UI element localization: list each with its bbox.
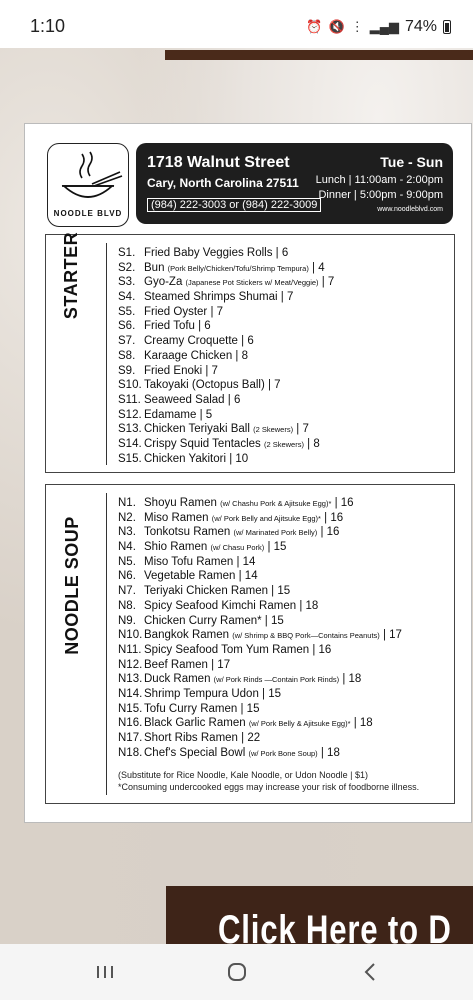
menu-item (118, 452, 334, 467)
starter-label-wrap (46, 231, 98, 319)
item-name: Creamy Croquette | 6 (144, 335, 254, 348)
section-divider (106, 243, 107, 465)
menu-item (118, 378, 334, 393)
item-name: Shoyu Ramen (144, 497, 221, 509)
item-price: | 16 (320, 511, 344, 524)
item-name: Chef's Special Bowl (144, 746, 249, 759)
menu-item (118, 261, 334, 276)
menu-item (118, 437, 334, 452)
menu-item (118, 658, 402, 673)
click-here-banner[interactable] (166, 886, 473, 944)
item-price: | 17 (379, 629, 402, 642)
menu-item (118, 496, 402, 511)
menu-item (118, 731, 402, 746)
item-name: Shio Ramen (144, 541, 211, 554)
item-note: (Japanese Pot Stickers w/ Meat/Veggie) (185, 278, 319, 288)
menu-item (118, 422, 334, 437)
item-code: S4. (118, 291, 136, 304)
egg-warning-note: *Consuming undercooked eggs may increase your risk of foodborne illness. (118, 782, 420, 792)
status-icons (306, 18, 451, 36)
top-brown-bar (165, 50, 473, 60)
item-name: Spicy Seafood Kimchi Ramen | 18 (144, 599, 319, 612)
item-code: N4. (118, 541, 136, 554)
item-price: | 18 (350, 717, 373, 730)
item-code: S7. (118, 335, 136, 348)
item-code: S11. (118, 393, 141, 406)
item-price: | 7 (293, 423, 309, 436)
item-name: Black Garlic Ramen (144, 717, 249, 730)
menu-item (118, 525, 402, 540)
website: www.noodleblvd.com (377, 206, 443, 213)
signal-icon: ▂▄▆ (369, 19, 399, 34)
item-code: S3. (118, 276, 136, 289)
item-price: | 15 (264, 541, 287, 554)
menu-image[interactable] (24, 123, 472, 823)
menu-item (118, 599, 402, 614)
menu-item (118, 246, 334, 261)
item-note: (w/ Pork Rinds —Contain Pork Rinds) (213, 675, 340, 685)
item-note: (2 Skewers) (253, 425, 294, 435)
item-name: Steamed Shrimps Shumai | 7 (144, 291, 294, 304)
item-note: (w/ Pork Belly and Ajitsuke Egg)* (211, 513, 321, 523)
item-name: Shrimp Tempura Udon | 15 (144, 687, 282, 700)
item-code: N9. (118, 614, 136, 627)
item-code: S5. (118, 305, 136, 318)
banner-text: Click Here to D (218, 908, 452, 944)
starter-items (118, 246, 334, 466)
item-code: N3. (118, 526, 136, 539)
menu-item (118, 628, 402, 643)
item-name: Chicken Teriyaki Ball (144, 423, 254, 436)
item-note: (w/ Pork Bone Soup) (248, 748, 318, 758)
lunch-hours: Lunch | 11:00am - 2:00pm (315, 174, 443, 186)
item-price: | 4 (308, 261, 325, 274)
item-code: N11. (118, 643, 142, 656)
address-street: 1718 Walnut Street (147, 154, 290, 171)
item-note: (w/ Shrimp & BBQ Pork—Contains Peanuts) (232, 631, 380, 641)
item-code: N16. (118, 717, 143, 730)
item-name: Chicken Curry Ramen* | 15 (144, 614, 284, 627)
status-time: 1:10 (30, 16, 66, 36)
item-name: Karaage Chicken | 8 (144, 349, 248, 362)
item-name: Duck Ramen (144, 673, 214, 686)
menu-item (118, 349, 334, 364)
item-name: Fried Enoki | 7 (144, 364, 218, 377)
address-city: Cary, North Carolina 27511 (147, 176, 299, 190)
battery-percent: 74% (404, 18, 437, 35)
menu-item (118, 555, 402, 570)
item-name: Tonkotsu Ramen (144, 526, 234, 539)
menu-item (118, 540, 402, 555)
item-name: Seaweed Salad | 6 (144, 393, 241, 406)
phone-numbers (147, 198, 321, 212)
restaurant-info-header (136, 143, 453, 224)
item-note: (w/ Marinated Pork Belly) (233, 528, 318, 538)
item-code: S14. (118, 437, 142, 450)
menu-item (118, 290, 334, 305)
starter-section (45, 231, 455, 473)
menu-item (118, 746, 402, 761)
home-icon[interactable] (217, 958, 257, 986)
item-name: Chicken Yakitori | 10 (144, 452, 249, 465)
noodle-soup-items (118, 496, 402, 760)
item-name: Gyo-Za (144, 276, 186, 289)
item-name: Fried Tofu | 6 (144, 320, 211, 333)
item-code: S13. (118, 423, 142, 436)
item-code: N10. (118, 629, 143, 642)
battery-icon (443, 20, 451, 34)
item-code: N5. (118, 555, 136, 568)
soup-notes (118, 769, 419, 793)
item-code: S15. (118, 452, 142, 465)
item-name: Bangkok Ramen (144, 629, 233, 642)
noodle-soup-section (45, 484, 455, 804)
item-code: S2. (118, 261, 136, 274)
menu-item (118, 687, 402, 702)
menu-item (118, 672, 402, 687)
item-code: S6. (118, 320, 136, 333)
open-days: Tue - Sun (380, 154, 443, 170)
restaurant-logo (47, 143, 129, 227)
item-note: (w/ Chasu Pork) (210, 543, 265, 553)
item-code: N6. (118, 570, 136, 583)
section-title: NOODLE SOUP (61, 515, 82, 655)
section-title: STARTER (61, 231, 82, 319)
item-code: N15. (118, 702, 143, 715)
item-name: Fried Baby Veggies Rolls | 6 (144, 247, 289, 259)
menu-item (118, 584, 402, 599)
item-name: Edamame | 5 (144, 408, 213, 421)
item-code: S8. (118, 349, 136, 362)
noodle-soup-label-wrap (46, 485, 98, 685)
recent-apps-icon[interactable] (85, 958, 125, 986)
item-name: Miso Tofu Ramen | 14 (144, 555, 256, 568)
menu-item (118, 702, 402, 717)
logo-text: NOODLE BLVD (53, 209, 123, 218)
item-price: | 7 (318, 276, 335, 289)
menu-item (118, 364, 334, 379)
menu-item (118, 511, 402, 526)
menu-item (118, 408, 334, 423)
alarm-icon: ⏰ (306, 19, 323, 34)
menu-item (118, 334, 334, 349)
dinner-hours: Dinner | 5:00pm - 9:00pm (318, 189, 443, 201)
item-name: Beef Ramen | 17 (144, 658, 231, 671)
item-note: (w/ Pork Belly & Ajitsuke Egg)* (248, 719, 351, 729)
item-code: N14. (118, 687, 143, 700)
item-price: | 18 (317, 746, 340, 759)
item-code: N2. (118, 511, 136, 524)
item-code: N12. (118, 658, 143, 671)
menu-item (118, 275, 334, 290)
item-price: | 18 (339, 673, 362, 686)
item-name: Miso Ramen (144, 511, 212, 524)
item-name: Vegetable Ramen | 14 (144, 570, 258, 583)
item-code: S1. (118, 247, 136, 259)
item-note: (Pork Belly/Chicken/Tofu/Shrimp Tempura) (167, 263, 309, 273)
item-price: | 8 (303, 437, 320, 450)
wifi-icon: ⋮ (350, 19, 364, 34)
mute-icon: 🔇 (328, 19, 345, 34)
item-name: Crispy Squid Tentacles (144, 437, 264, 450)
item-code: N18. (118, 746, 143, 759)
item-code: N17. (118, 732, 143, 744)
item-name: Bun (144, 261, 168, 274)
item-code: N1. (118, 497, 136, 509)
item-name: Teriyaki Chicken Ramen | 15 (144, 585, 291, 598)
item-code: S10. (118, 379, 142, 392)
item-code: N13. (118, 673, 143, 686)
menu-item (118, 614, 402, 629)
item-name: Spicy Seafood Tom Yum Ramen | 16 (144, 643, 332, 656)
back-icon[interactable] (350, 958, 390, 986)
item-name: Takoyaki (Octopus Ball) | 7 (144, 379, 281, 392)
item-code: N7. (118, 585, 136, 598)
item-note: (2 Skewers) (263, 439, 304, 449)
menu-item (118, 305, 334, 320)
menu-item (118, 319, 334, 334)
item-note: (w/ Chashu Pork & Ajitsuke Egg)* (220, 499, 332, 508)
substitute-note: (Substitute for Rice Noodle, Kale Noodle, or Udon Noodle | $1) (118, 770, 368, 780)
item-code: S12. (118, 408, 142, 421)
menu-item (118, 716, 402, 731)
item-name: Short Ribs Ramen | 22 (144, 732, 261, 744)
navigation-bar (0, 944, 473, 1000)
menu-item (118, 569, 402, 584)
item-name: Fried Oyster | 7 (144, 305, 224, 318)
item-name: Tofu Curry Ramen | 15 (144, 702, 260, 715)
phone-text: (984) 222-3003 or (984) 222-3009 (147, 198, 321, 212)
item-code: S9. (118, 364, 136, 377)
item-price: | 16 (317, 526, 340, 539)
item-code: N8. (118, 599, 136, 612)
item-price: | 16 (331, 497, 354, 509)
menu-item (118, 643, 402, 658)
noodle-bowl-icon (48, 144, 130, 214)
menu-item (118, 393, 334, 408)
status-bar (0, 0, 473, 48)
section-divider (106, 493, 107, 795)
